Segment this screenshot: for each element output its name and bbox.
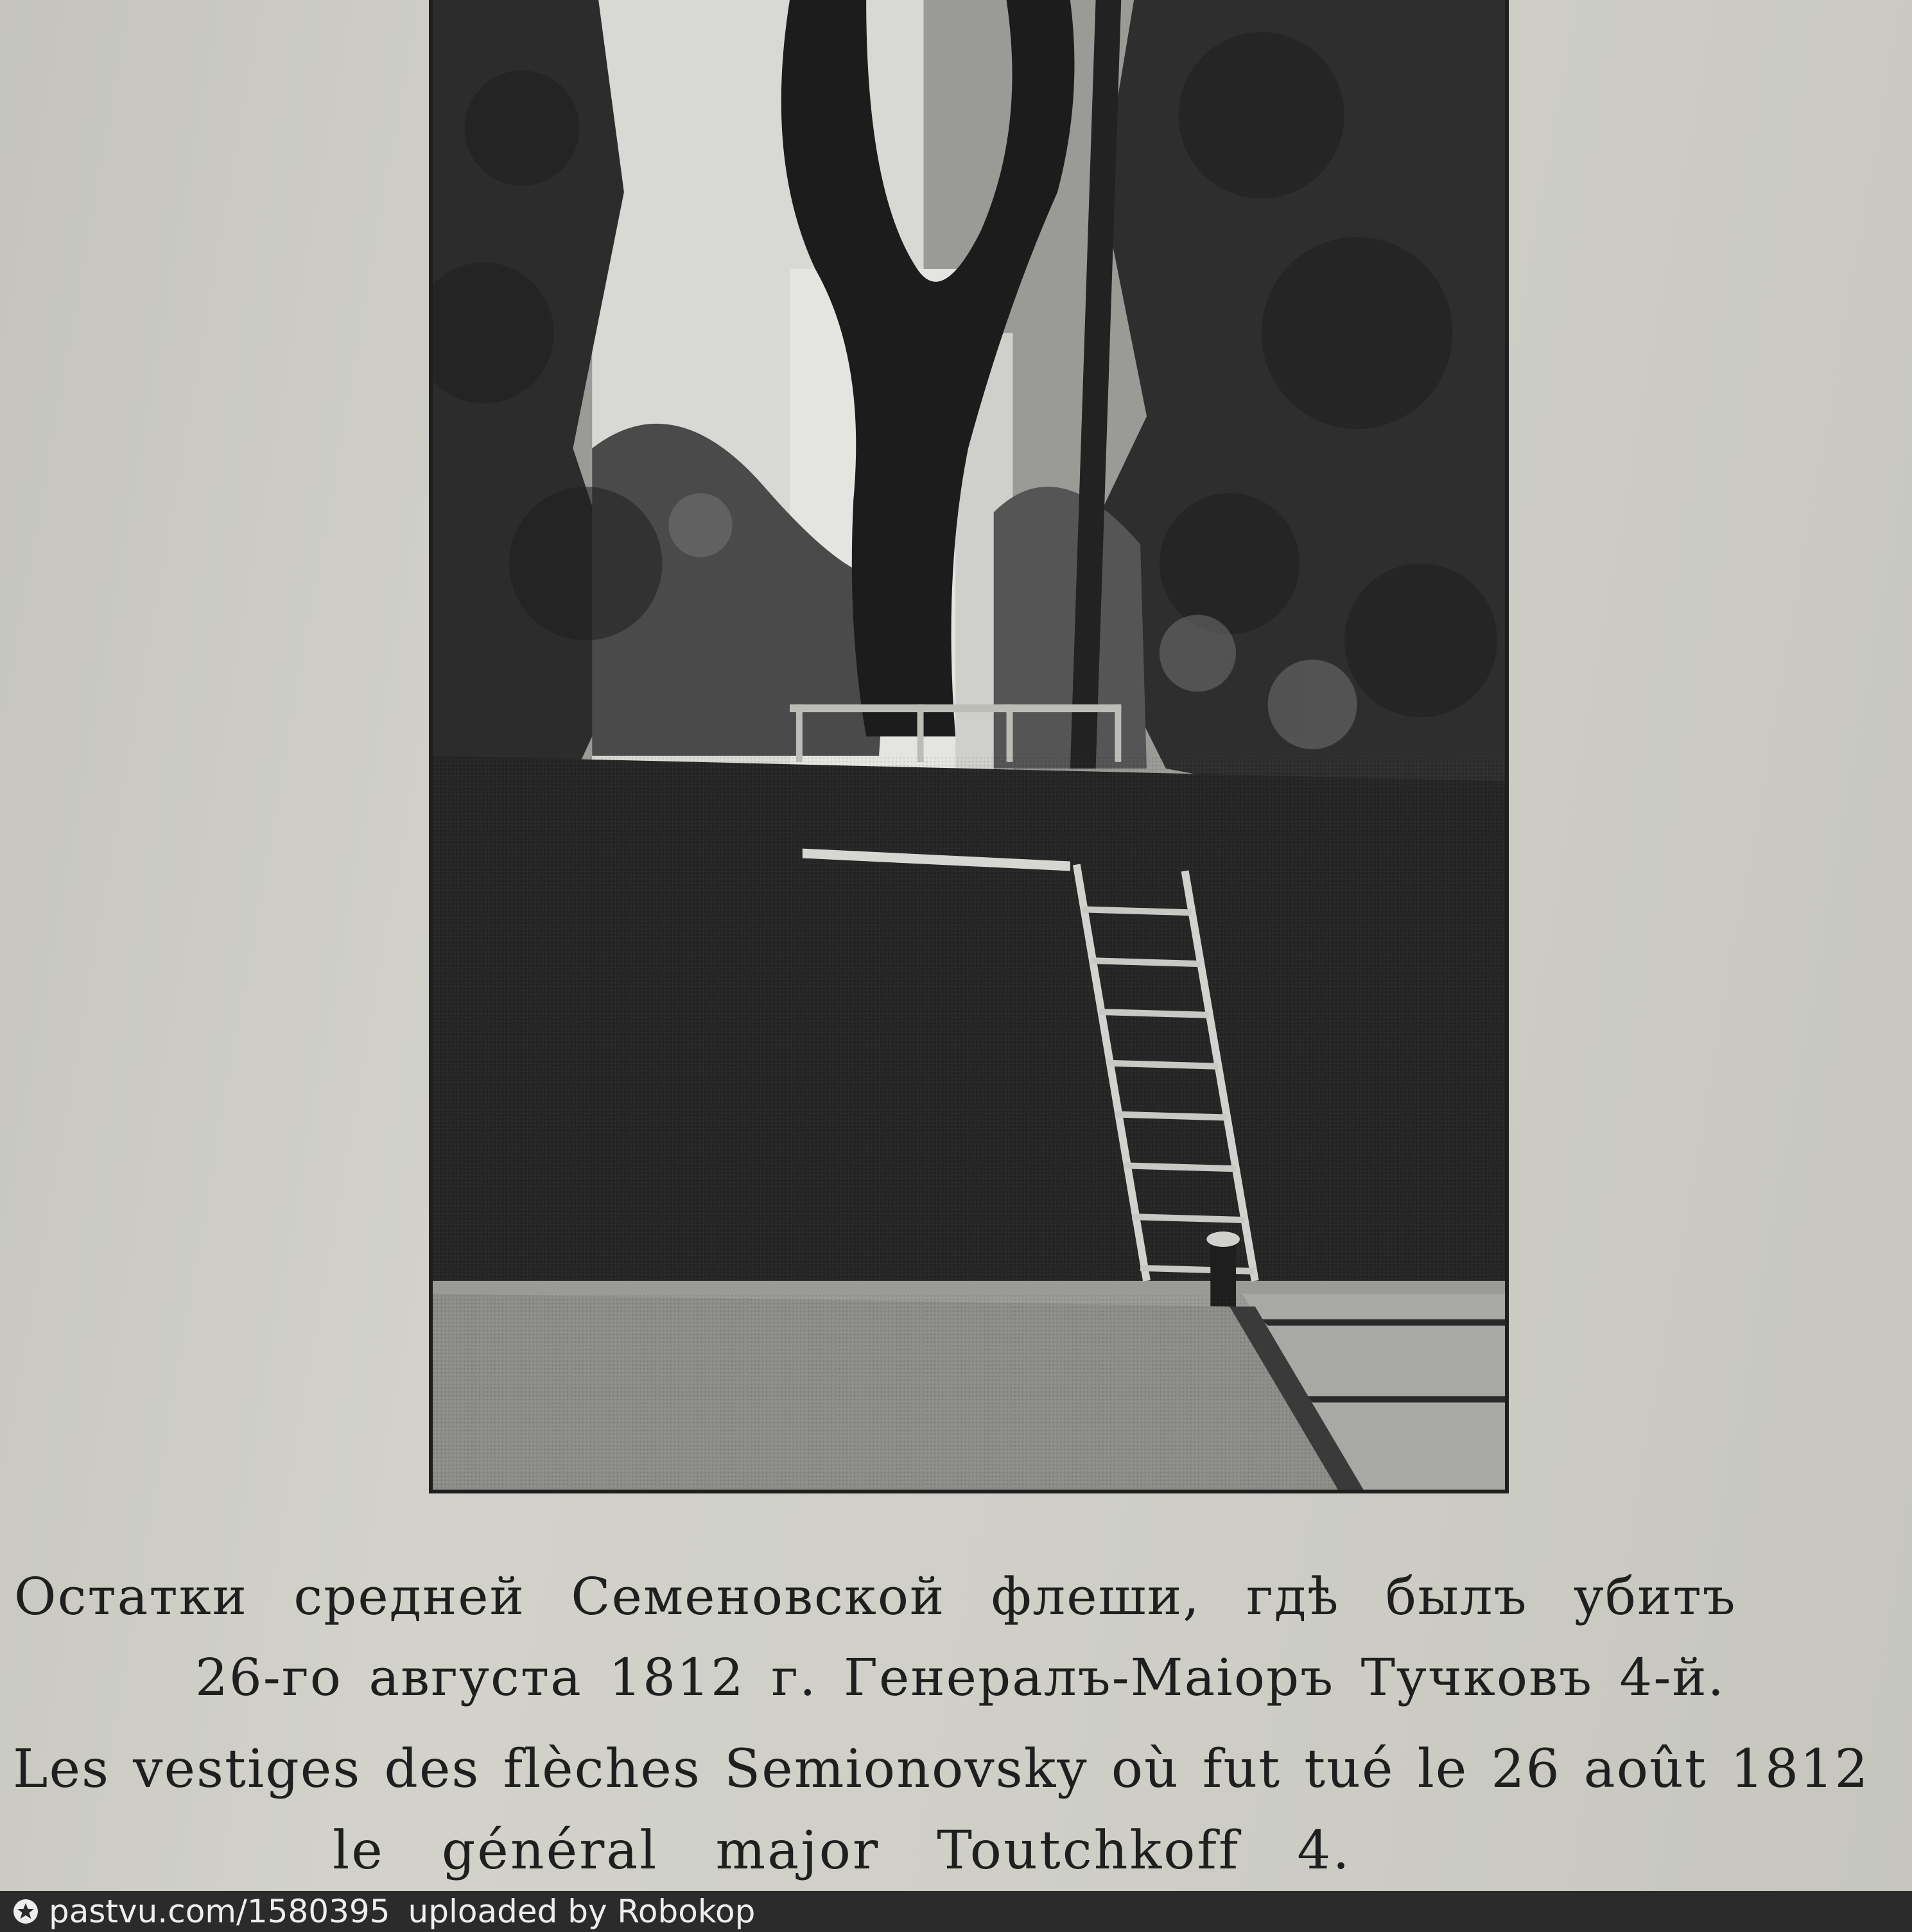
watermark-bar xyxy=(0,1891,1912,1932)
star-icon xyxy=(12,1897,40,1926)
historical-photograph xyxy=(429,0,1509,1493)
uploader-credit: uploaded by Robokop xyxy=(408,1893,756,1930)
source-url-link[interactable]: pastvu.com/1580395 xyxy=(49,1893,390,1930)
caption-french-line-2: le général major Toutchkoff 4. xyxy=(333,1820,1351,1881)
photo-illustration xyxy=(433,0,1505,1490)
caption-russian-line-2: 26-го августа 1812 г. Генералъ-Маiоръ Тучковъ 4-й. xyxy=(195,1648,1726,1707)
caption-russian-line-1: Остатки средней Семеновской флеши, гдѣ былъ убитъ xyxy=(14,1567,1737,1626)
caption-french-line-1: Les vestiges des flèches Semionovsky où fut tué le 26 août 1812 xyxy=(13,1739,1870,1800)
